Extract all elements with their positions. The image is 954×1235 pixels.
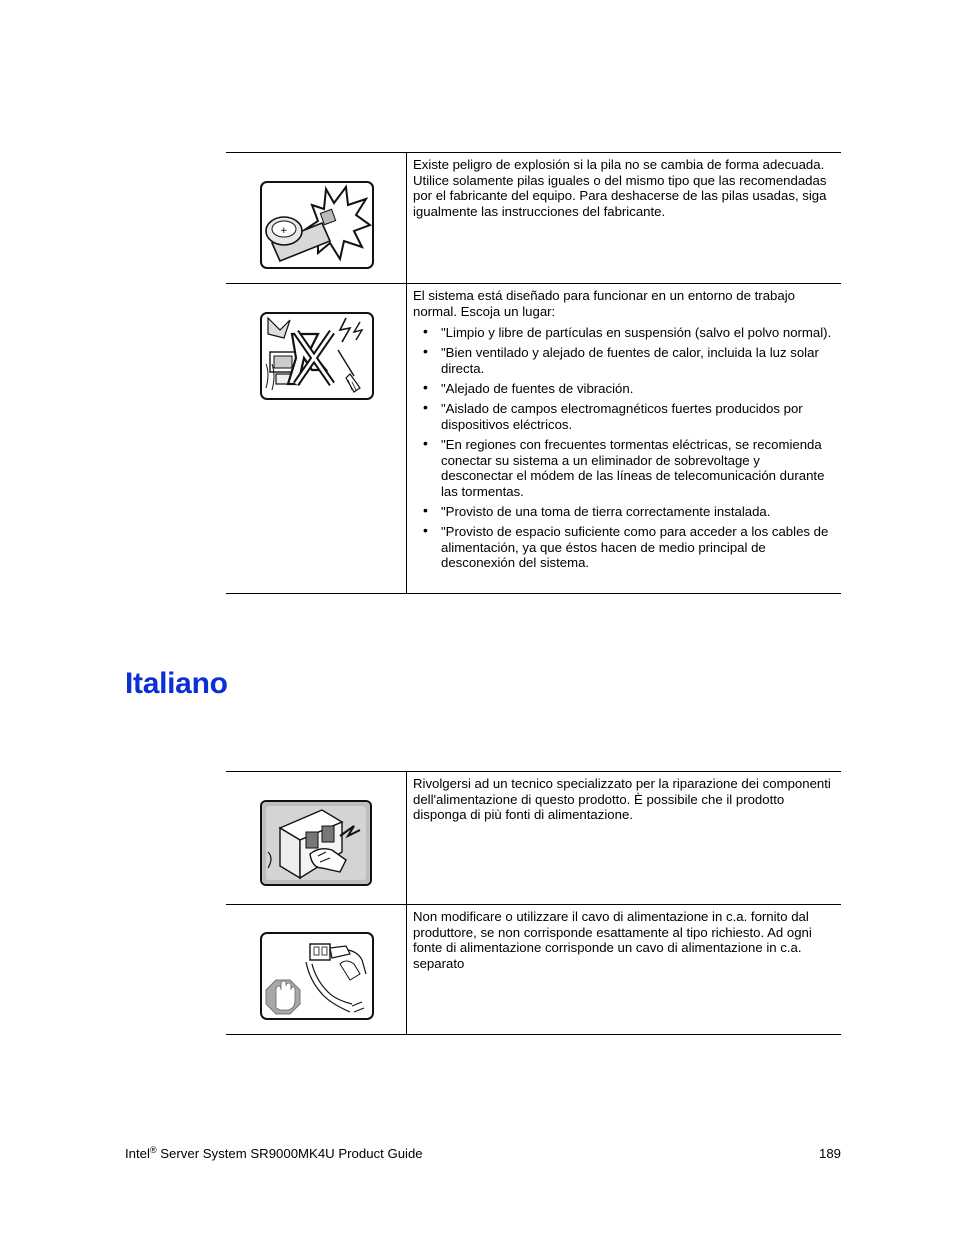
svg-text:+: + <box>280 226 288 236</box>
trademark-symbol: ® <box>149 1145 157 1155</box>
spanish-warnings-table <box>226 152 841 594</box>
warning-text: Non modificare o utilizzare il cavo di alimentazione in c.a. fornito dal produttore, se non corrisponde esattamente al tipo richiesto. Ad ogni fonte di alimentazione corrisponde un cavo di alimentazione in c.a. separato <box>407 905 842 1035</box>
page-number: 189 <box>818 1146 841 1161</box>
list-item: • "Alejado de fuentes de vibración. <box>413 381 833 397</box>
list-item: • "Provisto de espacio suficiente como para acceder a los cables de alimentación, ya que éstos hacen de medio principal de desconexión del sistema. <box>413 524 833 571</box>
environment-intro: El sistema está diseñado para funcionar en un entorno de trabajo normal. Escoja un lugar: <box>413 288 795 319</box>
section-heading: Italiano <box>125 667 228 700</box>
list-item: • "Bien ventilado y alejado de fuentes de calor, incluida la luz solar directa. <box>413 345 833 376</box>
warning-icon-cell <box>226 284 407 594</box>
warning-text: Rivolgersi ad un tecnico specializzato per la riparazione dei componenti dell'alimentazione di questo prodotto. È possibile che il prodotto disponga di più fonti di alimentazione. <box>407 772 842 905</box>
warning-row-environment <box>226 284 841 594</box>
list-item: • "Aislado de campos electromagnéticos fuertes producidos por dispositivos eléctricos. <box>413 401 833 432</box>
warning-row-power-cord <box>226 905 841 1035</box>
italian-warnings-table <box>226 771 841 1035</box>
stop-hand-power-cord-icon <box>260 932 374 1020</box>
warning-icon-cell <box>226 905 407 1035</box>
battery-explosion-icon <box>260 181 374 269</box>
footer-brand: Intel <box>125 1146 150 1161</box>
warning-icon-cell <box>226 772 407 905</box>
warning-icon-cell <box>226 153 407 284</box>
warning-text: Existe peligro de explosión si la pila no se cambia de forma adecuada. Utilice solamente pilas iguales o del mismo tipo que las recomendadas por el fabricante del equipo. Para deshacerse de las pilas usadas, siga igualmente las instrucciones del fabricante. <box>407 153 842 284</box>
warning-text-block <box>407 284 842 594</box>
list-item: • "En regiones con frecuentes tormentas eléctricas, se recomienda conectar su sistema a un eliminador de sobrevoltage y desconectar el módem de las líneas de telecomunicación durante las tormentas. <box>413 437 833 499</box>
footer-product-guide: Server System SR9000MK4U Product Guide <box>156 1146 423 1161</box>
warning-row-power-supply <box>226 772 841 905</box>
location-requirements-list <box>413 325 833 571</box>
list-item: • "Limpio y libre de partículas en suspensión (salvo el polvo normal). <box>413 325 833 341</box>
list-item: • "Provisto de una toma de tierra correctamente instalada. <box>413 504 833 520</box>
footer-title <box>125 1146 423 1161</box>
power-supply-shock-icon <box>260 800 372 886</box>
environment-hazards-icon <box>260 312 374 400</box>
warning-row-battery <box>226 153 841 284</box>
